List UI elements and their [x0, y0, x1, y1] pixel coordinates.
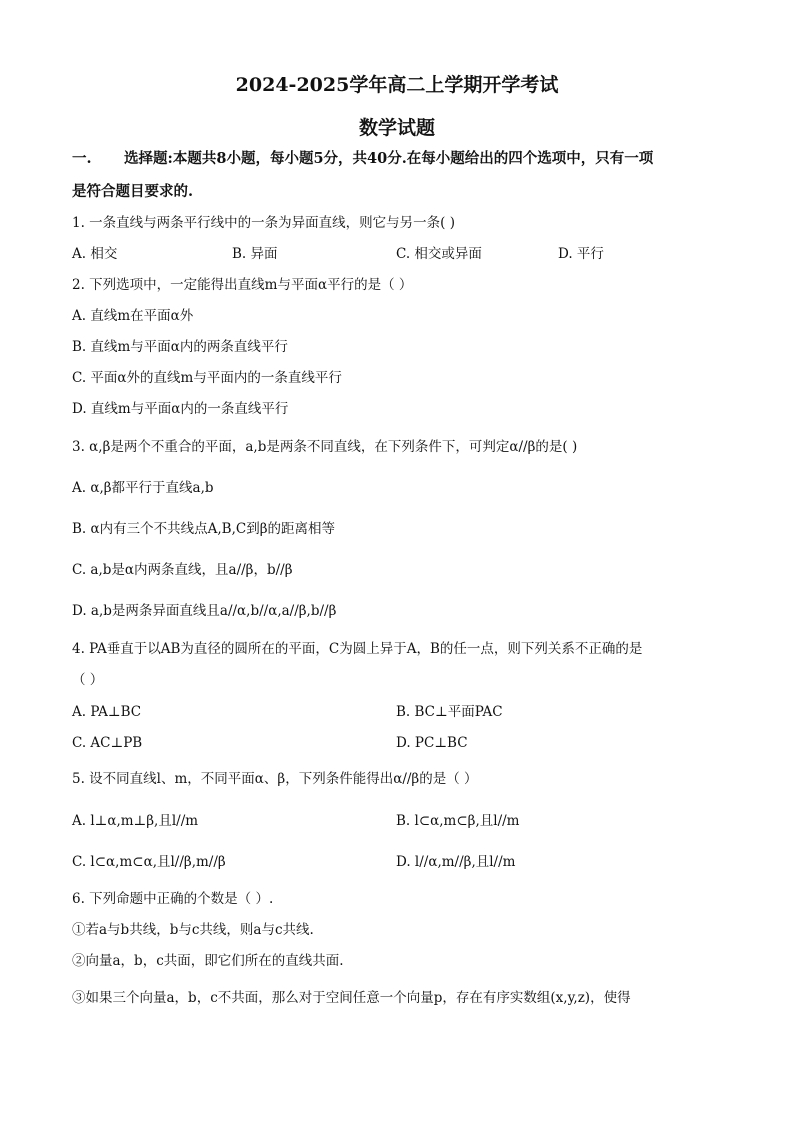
q1-stem: 1. 一条直线与两条平行线中的一条为异面直线，则它与另一条( ): [72, 215, 455, 231]
q5-option-c: C. l⊂α,m⊂α,且l//β,m//β: [72, 854, 226, 870]
q5-option-b: B. l⊂α,m⊂β,且l//m: [396, 813, 520, 829]
q5-option-d: D. l//α,m//β,且l//m: [396, 854, 516, 870]
q6-item-2: ②向量a，b，c共面，即它们所在的直线共面.: [72, 953, 344, 969]
q4-stem-bracket: （ ）: [72, 672, 104, 688]
q5-stem: 5. 设不同直线l、m，不同平面α、β，下列条件能得出α//β的是（ ）: [72, 771, 478, 787]
q2-option-a: A. 直线m在平面α外: [72, 308, 194, 324]
q4-option-d: D. PC⊥BC: [396, 735, 468, 751]
q4-stem: 4. PA垂直于以AB为直径的圆所在的平面，C为圆上异于A，B的任一点，则下列关系不正确的是: [72, 641, 643, 657]
q1-option-b: B. 异面: [232, 246, 278, 262]
q1-option-a: A. 相交: [72, 246, 118, 262]
q6-item-3: ③如果三个向量a，b，c不共面，那么对于空间任意一个向量p，存在有序实数组(x,y,z)，使得: [72, 990, 631, 1006]
q4-option-a: A. PA⊥BC: [72, 704, 142, 720]
q3-option-b: B. α内有三个不共线点A,B,C到β的距离相等: [72, 521, 336, 537]
q1-option-c: C. 相交或异面: [396, 246, 482, 262]
q6-item-1: ①若a与b共线，b与c共线，则a与c共线.: [72, 922, 314, 938]
q3-stem: 3. α,β是两个不重合的平面，a,b是两条不同直线，在下列条件下，可判定α//β的是( ): [72, 439, 578, 455]
q2-stem: 2. 下列选项中，一定能得出直线m与平面α平行的是（ ）: [72, 277, 413, 293]
section-heading-line1: 选择题:本题共8小题，每小题5分，共40分.在每小题给出的四个选项中，只有一项: [124, 150, 654, 167]
q2-option-c: C. 平面α外的直线m与平面内的一条直线平行: [72, 370, 342, 386]
exam-subtitle: 数学试题: [358, 117, 435, 139]
q2-option-d: D. 直线m与平面α内的一条直线平行: [72, 401, 289, 417]
q3-option-c: C. a,b是α内两条直线，且a//β，b//β: [72, 562, 293, 578]
q3-option-a: A. α,β都平行于直线a,b: [72, 480, 214, 496]
section-number: 一.: [72, 150, 92, 167]
exam-title: 2024-2025学年高二上学期开学考试: [235, 74, 559, 96]
q2-option-b: B. 直线m与平面α内的两条直线平行: [72, 339, 288, 355]
q4-option-b: B. BC⊥平面PAC: [396, 704, 503, 720]
q5-option-a: A. l⊥α,m⊥β,且l//m: [72, 813, 199, 829]
q4-option-c: C. AC⊥PB: [72, 735, 143, 751]
section-heading-line2: 是符合题目要求的.: [72, 183, 194, 200]
q3-option-d: D. a,b是两条异面直线且a//α,b//α,a//β,b//β: [72, 603, 337, 619]
q1-option-d: D. 平行: [558, 246, 604, 262]
q6-stem: 6. 下列命题中正确的个数是（ ）.: [72, 891, 274, 907]
